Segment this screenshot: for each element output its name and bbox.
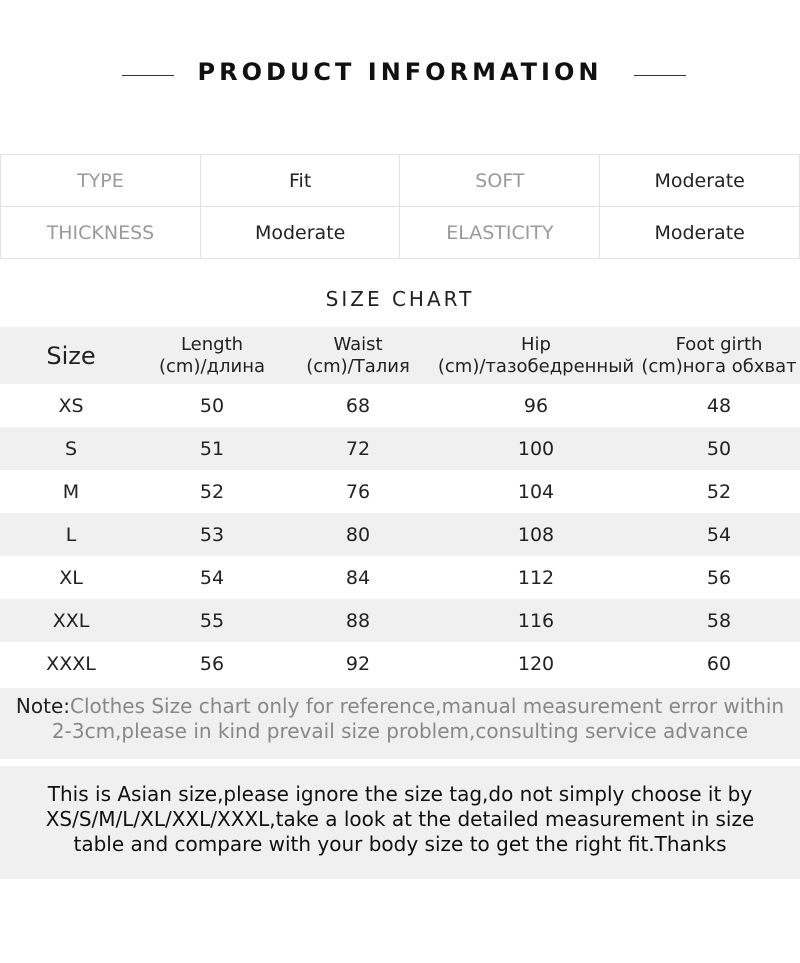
foot-girth-cell: 58 — [638, 599, 800, 642]
waist-cell: 92 — [345, 652, 371, 675]
foot-girth-cell: 48 — [706, 394, 732, 417]
column-header-text: Hip — [521, 333, 551, 355]
foot-girth-cell: 56 — [706, 566, 732, 589]
length-cell: 55 — [142, 599, 282, 642]
table-row — [0, 470, 800, 513]
size-cell: XL — [59, 566, 83, 589]
notice-line-3: table and compare with your body size to get the right fit.Thanks — [73, 832, 727, 856]
length-cell: 51 — [142, 427, 282, 470]
hip-cell: 104 — [517, 480, 555, 503]
waist-cell: 80 — [282, 513, 434, 556]
size-chart-header-row — [0, 327, 800, 384]
info-row — [1, 155, 800, 207]
foot-girth-cell: 52 — [706, 480, 732, 503]
foot-girth-cell: 54 — [638, 513, 800, 556]
info-value: Moderate — [600, 155, 800, 207]
info-row — [1, 207, 800, 259]
column-header-text: Size — [46, 341, 96, 370]
hip-cell: 96 — [523, 394, 549, 417]
column-header-size — [0, 327, 142, 384]
product-info-table — [0, 154, 800, 259]
size-chart-title: SIZE CHART — [325, 287, 475, 311]
table-row — [0, 427, 800, 470]
info-label: ELASTICITY — [400, 207, 600, 259]
info-value: Moderate — [600, 207, 800, 259]
size-cell: XXL — [0, 599, 142, 642]
length-cell: 53 — [142, 513, 282, 556]
column-header-waist — [282, 327, 434, 384]
length-cell: 50 — [199, 394, 225, 417]
product-information-header — [0, 58, 800, 94]
hip-cell: 100 — [434, 427, 638, 470]
table-row — [0, 513, 800, 556]
size-cell: S — [0, 427, 142, 470]
column-header-unit: (cm)/Талия — [306, 355, 410, 377]
size-note — [0, 688, 800, 759]
hip-cell: 112 — [517, 566, 555, 589]
waist-cell: 68 — [345, 394, 371, 417]
size-cell: XS — [58, 394, 84, 417]
hip-cell: 108 — [434, 513, 638, 556]
info-label: TYPE — [1, 155, 201, 207]
column-header-text: Length — [180, 333, 244, 355]
info-label: THICKNESS — [1, 207, 201, 259]
note-label: Note: — [15, 694, 70, 718]
info-value: Moderate — [200, 207, 400, 259]
length-cell: 56 — [199, 652, 225, 675]
hip-cell: 120 — [517, 652, 555, 675]
table-row — [0, 556, 800, 599]
page-title: PRODUCT INFORMATION — [197, 58, 603, 86]
note-text: Clothes Size chart only for reference,manual measurement error within — [70, 694, 785, 718]
column-header-text: Waist — [333, 333, 383, 355]
waist-cell: 88 — [282, 599, 434, 642]
foot-girth-cell: 60 — [706, 652, 732, 675]
column-header-unit: (cm)нога обхват — [641, 355, 797, 377]
hip-cell: 116 — [434, 599, 638, 642]
size-cell: XXXL — [46, 652, 96, 675]
table-row — [0, 642, 800, 685]
waist-cell: 84 — [345, 566, 371, 589]
table-row — [0, 599, 800, 642]
length-cell: 52 — [199, 480, 225, 503]
notice-line-1: This is Asian size,please ignore the size tag,do not simply choose it by — [47, 782, 753, 806]
table-row — [0, 384, 800, 427]
info-value: Fit — [200, 155, 400, 207]
size-chart-table — [0, 327, 800, 685]
column-header-unit: (cm)/длина — [159, 355, 265, 377]
info-label: SOFT — [400, 155, 600, 207]
waist-cell: 76 — [345, 480, 371, 503]
asian-size-notice — [0, 766, 800, 879]
notice-line-2: XS/S/M/L/XL/XXL/XXXL,take a look at the detailed measurement in size — [45, 807, 755, 831]
column-header-text: Foot girth — [675, 333, 763, 355]
header-divider-right — [634, 75, 686, 76]
column-header-foot-girth — [638, 327, 800, 384]
note-line-1 — [0, 694, 800, 719]
size-cell: M — [62, 480, 80, 503]
column-header-length — [142, 327, 282, 384]
waist-cell: 72 — [282, 427, 434, 470]
column-header-unit: (cm)/тазобедренный — [437, 355, 635, 377]
note-line-2: 2-3cm,please in kind prevail size problem,consulting service advance — [51, 719, 749, 743]
size-cell: L — [0, 513, 142, 556]
length-cell: 54 — [199, 566, 225, 589]
foot-girth-cell: 50 — [638, 427, 800, 470]
column-header-hip — [434, 327, 638, 384]
